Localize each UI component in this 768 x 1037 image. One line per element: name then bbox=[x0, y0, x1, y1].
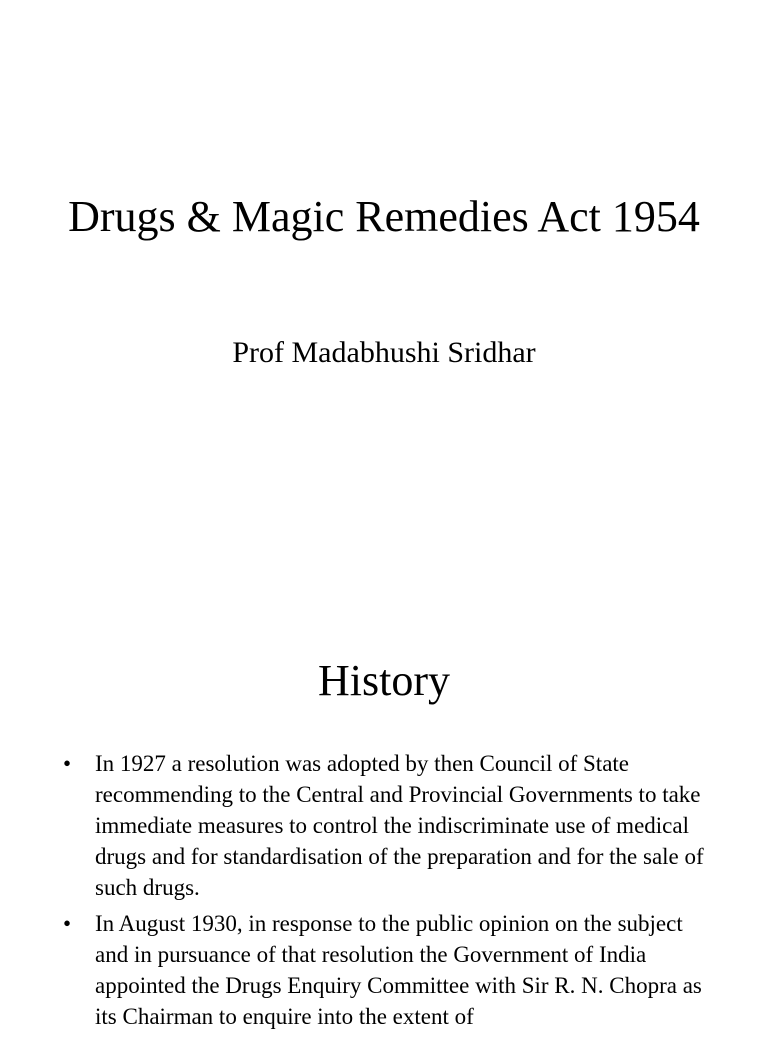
bullet-icon: • bbox=[63, 751, 72, 776]
history-title: History bbox=[318, 656, 450, 705]
bullet-text: In August 1930, in response to the public opinion on the subject and in pursuance of that resolution the Government of India appointed the Drugs Enquiry Committee with Sir R. N. Chopra as its Chairman to enquire into the extent of bbox=[95, 911, 702, 1029]
bullet-list bbox=[63, 748, 711, 1037]
bullet-text: In 1927 a resolution was adopted by then Council of State recommending to the Central and Provincial Governments to take immediate measures to control the indiscriminate use of medical drugs and for standardisation of the preparation and for the sale of such drugs. bbox=[95, 751, 704, 900]
slide-subtitle-author: Prof Madabhushi Sridhar bbox=[232, 336, 536, 369]
history-slide bbox=[0, 576, 768, 1029]
title-slide bbox=[0, 0, 768, 512]
bullet-item bbox=[63, 748, 711, 903]
bullet-icon: • bbox=[63, 911, 72, 936]
slide-title: Drugs & Magic Remedies Act 1954 bbox=[68, 192, 700, 241]
bullet-item bbox=[63, 908, 711, 1032]
